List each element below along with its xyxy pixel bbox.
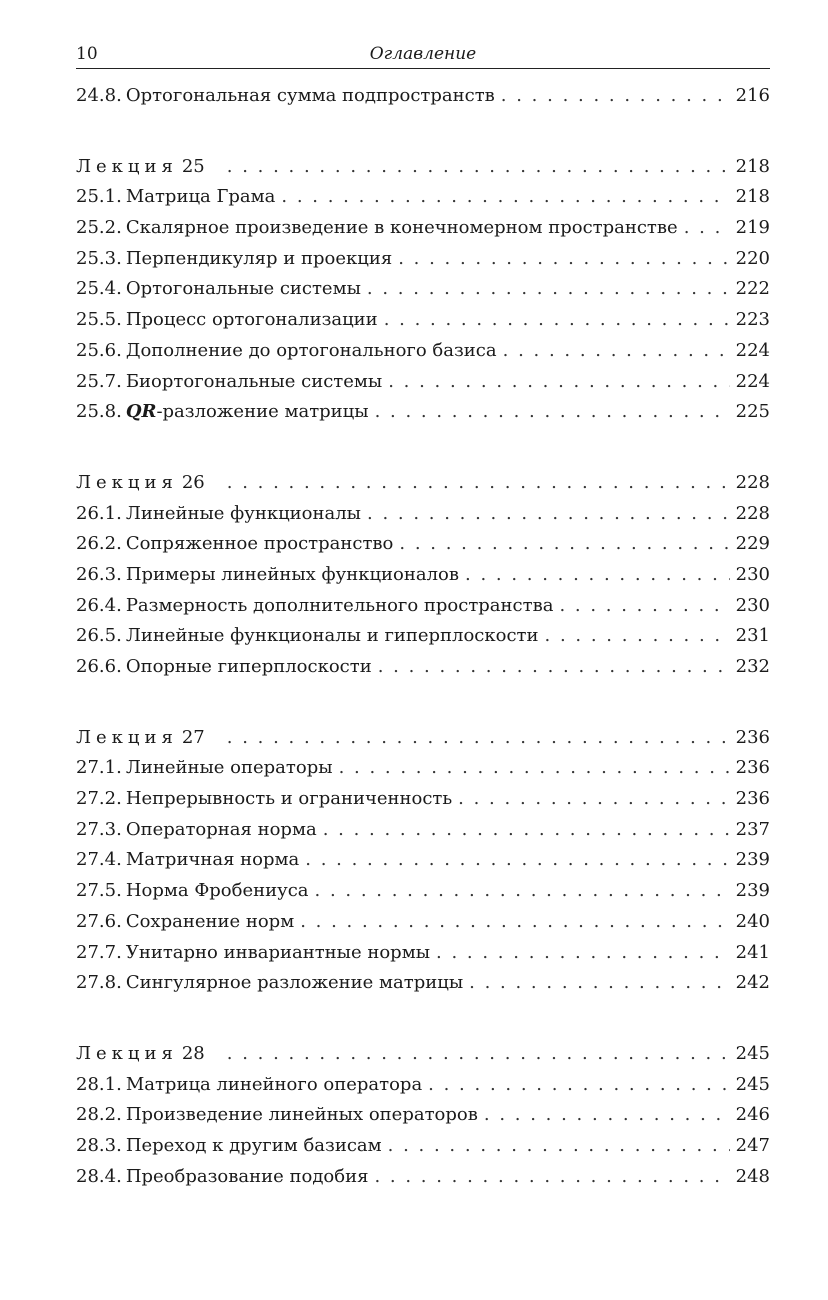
section-title-text: Переход к другим базисам [125,1134,382,1156]
section-number: 25.8. [76,401,122,423]
toc-entry[interactable] [76,968,770,999]
toc-entry[interactable] [76,621,770,652]
leader-dots [367,274,730,305]
page-ref: 218 [735,155,770,177]
section-title-text: Дополнение до ортогонального базиса [125,339,497,361]
leader-dots [399,529,729,560]
section-title [122,305,378,336]
toc-entry[interactable] [76,305,770,336]
section-title [122,1162,369,1193]
running-header [76,40,770,69]
toc-entry[interactable] [76,81,770,112]
page-ref: 239 [735,880,770,902]
toc-entry[interactable] [76,815,770,846]
page-ref: 237 [735,818,770,840]
page-ref: 231 [735,625,770,647]
toc-page [76,40,770,1192]
section-title [122,367,382,398]
page-ref: 229 [735,533,770,555]
section-number: 26.1. [76,502,122,524]
section-title [122,397,369,428]
page-ref: 236 [735,726,770,748]
section-title-text: Процесс ортогонализации [125,309,378,331]
leader-dots [484,1100,730,1131]
toc-entry[interactable] [76,244,770,275]
toc-entry[interactable] [76,1070,770,1101]
leader-dots [227,1039,730,1070]
leader-dots [375,397,730,428]
section-number: 27.7. [76,941,122,963]
leader-dots [436,938,730,969]
section-title [122,938,430,969]
page-ref: 246 [735,1104,770,1126]
page-ref: 218 [735,186,770,208]
leader-dots [503,336,730,367]
section-number: 24.8. [76,85,122,106]
section-title [122,182,276,213]
section-title [122,784,452,815]
section-title [122,529,394,560]
section-title-text: Матрица линейного оператора [125,1073,423,1095]
section-title [122,652,372,683]
page-ref: 240 [735,910,770,932]
leader-dots [501,81,730,112]
lecture-heading[interactable] [76,723,770,754]
emphasized-term: QR [125,401,157,423]
lecture-label-text: Лекция [76,1042,178,1064]
lecture-number: 26 [181,471,205,493]
toc-entry[interactable] [76,591,770,622]
section-title [122,968,463,999]
page-ref: 222 [735,278,770,300]
section-title-text: Сопряженное пространство [125,533,394,555]
lecture-label-text: Лекция [76,471,178,493]
lecture-heading[interactable] [76,152,770,183]
page-ref: 242 [735,972,770,994]
toc-entry[interactable] [76,1162,770,1193]
section-title-text: Перпендикуляр и проекция [125,247,393,269]
toc-entry[interactable] [76,336,770,367]
section-title-text: Непрерывность и ограниченность [125,788,453,810]
section-title [122,845,299,876]
section-title [122,336,497,367]
page-ref: 228 [735,502,770,524]
page-ref: 216 [735,85,770,106]
section-title [122,621,539,652]
toc-entry[interactable] [76,1131,770,1162]
page-ref: 247 [735,1134,770,1156]
section-title-text: Ортогональные системы [125,278,361,300]
section-number: 28.4. [76,1165,122,1187]
toc-entry[interactable] [76,907,770,938]
leader-dots [378,652,730,683]
lecture-number: 27 [181,726,205,748]
page-ref: 239 [735,849,770,871]
section-number: 25.5. [76,309,122,331]
toc-entry[interactable] [76,274,770,305]
section-number: 27.5. [76,880,122,902]
lecture-block [76,723,770,999]
section-title [122,213,678,244]
toc-entry[interactable] [76,1100,770,1131]
section-title [122,815,317,846]
leader-dots [458,784,729,815]
section-title-text: Скалярное произведение в конечномерном пространстве [125,217,678,239]
leader-dots [367,499,730,530]
section-title-text: -разложение матрицы [156,401,369,423]
page-ref: 223 [735,309,770,331]
leader-dots [374,1162,729,1193]
toc-entry[interactable] [76,560,770,591]
section-number: 25.2. [76,217,122,239]
section-title-text: Биортогональные системы [125,370,383,392]
page-ref: 224 [735,339,770,361]
section-title-text: Размерность дополнительного пространства [125,594,554,616]
toc-entry[interactable] [76,652,770,683]
leader-dots [398,244,729,275]
leader-dots [428,1070,729,1101]
section-title-text: Преобразование подобия [125,1165,369,1187]
page-ref: 230 [735,563,770,585]
section-title-text: Унитарно инвариантные нормы [125,941,431,963]
page-title: Оглавление [369,44,477,64]
leader-dots [388,367,729,398]
leader-dots [323,815,730,846]
lecture-heading[interactable] [76,1039,770,1070]
section-title-text: Сингулярное разложение матрицы [125,972,464,994]
toc-entry[interactable] [76,753,770,784]
toc-entry[interactable] [76,845,770,876]
lecture-label-text: Лекция [76,726,178,748]
toc-entry[interactable] [76,182,770,213]
page-ref: 225 [735,401,770,423]
section-title [122,591,554,622]
section-number: 26.6. [76,656,122,677]
section-title-text: Норма Фробениуса [125,880,309,902]
section-title-text: Сохранение норм [125,910,295,932]
page-ref: 245 [735,1073,770,1095]
leader-dots [684,213,730,244]
section-title-text: Ортогональная сумма подпространств [125,85,495,106]
toc-entry[interactable] [76,876,770,907]
toc-entry[interactable] [76,213,770,244]
section-number: 28.1. [76,1073,122,1095]
table-of-contents [76,81,770,1192]
section-number: 25.6. [76,339,122,361]
section-number: 27.6. [76,910,122,932]
leader-dots [300,907,729,938]
leader-dots [545,621,730,652]
section-number: 27.4. [76,849,122,871]
toc-entry[interactable] [76,938,770,969]
section-title [122,560,459,591]
leader-dots [227,468,730,499]
lecture-heading[interactable] [76,468,770,499]
section-title-text: Линейные функционалы [125,502,361,524]
toc-entry[interactable] [76,397,770,428]
page-ref: 248 [735,1165,770,1187]
section-number: 25.3. [76,247,122,269]
lecture-block [76,1039,770,1192]
section-number: 27.2. [76,788,122,810]
toc-entry[interactable] [76,784,770,815]
section-title-text: Линейные функционалы и гиперплоскости [125,625,539,647]
section-number: 26.2. [76,533,122,555]
section-title-text: Опорные гиперплоскости [125,656,372,677]
toc-entry[interactable] [76,499,770,530]
page-ref: 228 [735,471,770,493]
leader-dots [315,876,730,907]
leader-dots [469,968,729,999]
page-ref: 245 [735,1042,770,1064]
page-ref: 241 [735,941,770,963]
section-number: 26.4. [76,594,122,616]
section-title-text: Линейные операторы [125,757,333,779]
section-number: 27.3. [76,818,122,840]
section-title-text: Примеры линейных функционалов [125,563,459,585]
section-title [122,499,361,530]
page-ref: 232 [735,656,770,677]
section-title [122,1070,422,1101]
toc-block [76,81,770,112]
lecture-block [76,468,770,683]
section-number: 28.3. [76,1134,122,1156]
leader-dots [559,591,729,622]
page-ref: 236 [735,757,770,779]
leader-dots [388,1131,730,1162]
leader-dots [384,305,730,336]
lecture-label [76,1039,205,1070]
section-title-text: Операторная норма [125,818,317,840]
section-number: 27.1. [76,757,122,779]
section-number: 27.8. [76,972,122,994]
page-number: 10 [76,44,98,64]
leader-dots [227,152,730,183]
page-ref: 224 [735,370,770,392]
toc-entry[interactable] [76,529,770,560]
section-number: 25.4. [76,278,122,300]
page-ref: 236 [735,788,770,810]
section-title [122,1131,382,1162]
page-ref: 219 [735,217,770,239]
leader-dots [465,560,730,591]
section-title-text: Произведение линейных операторов [125,1104,478,1126]
section-title [122,907,294,938]
leader-dots [339,753,730,784]
lecture-label [76,468,205,499]
lecture-label [76,152,205,183]
toc-entry[interactable] [76,367,770,398]
lecture-number: 25 [181,155,205,177]
leader-dots [281,182,729,213]
section-title [122,274,361,305]
lecture-number: 28 [181,1042,205,1064]
section-title-text: Матрица Грама [125,186,276,208]
section-title [122,753,333,784]
lecture-block [76,152,770,428]
section-title [122,1100,478,1131]
page-ref: 220 [735,247,770,269]
section-number: 26.5. [76,625,122,647]
page-ref: 230 [735,594,770,616]
section-number: 26.3. [76,563,122,585]
leader-dots [227,723,730,754]
lecture-label-text: Лекция [76,155,178,177]
section-number: 28.2. [76,1104,122,1126]
leader-dots [305,845,729,876]
section-title [122,876,309,907]
section-title [122,81,495,112]
lecture-label [76,723,205,754]
section-title-text: Матричная норма [125,849,300,871]
section-title [122,244,392,275]
section-number: 25.1. [76,186,122,208]
section-number: 25.7. [76,370,122,392]
